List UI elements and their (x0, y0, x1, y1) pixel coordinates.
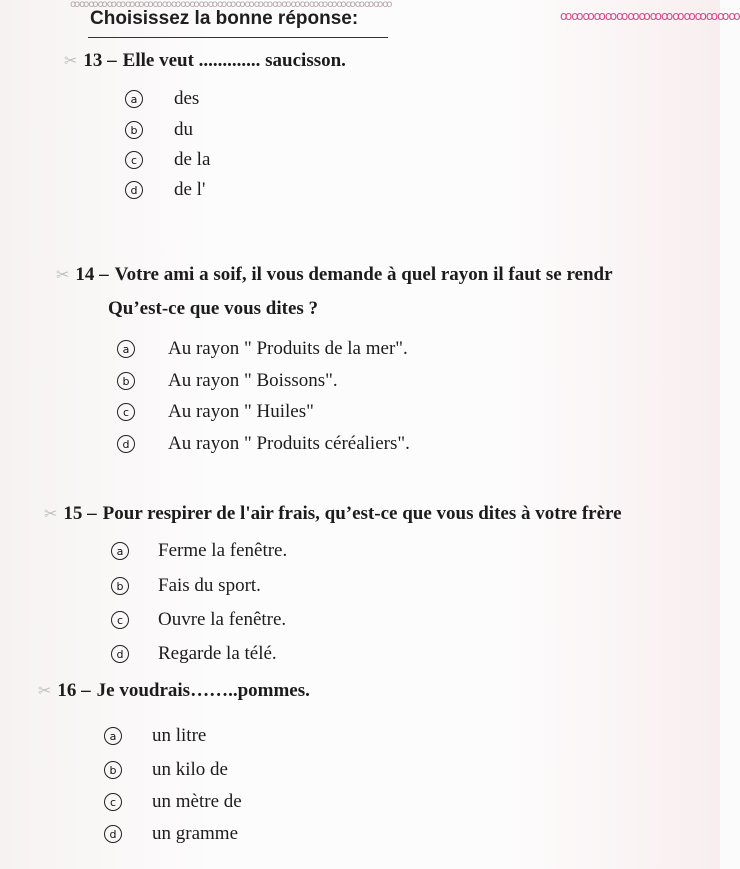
question-text: Elle veut ............. saucisson. (122, 50, 346, 71)
option-letter-badge: d (125, 181, 143, 199)
option-14-b[interactable] (117, 370, 338, 392)
option-letter-badge: a (125, 90, 143, 108)
question-text: Je voudrais……..pommes. (96, 680, 310, 701)
option-text: Au rayon " Huiles" (168, 401, 314, 422)
option-16-b[interactable] (104, 759, 228, 781)
question-text: Votre ami a soif, il vous demande à quel rayon il faut se rendr (114, 264, 613, 285)
question-15 (44, 503, 622, 525)
option-text: de la (174, 149, 211, 170)
question-text: Pour respirer de l'air frais, qu’est-ce que vous dites à votre frère (102, 503, 622, 524)
question-number: 16 – (57, 680, 91, 701)
question-14-line-2: Qu’est-ce que vous dites ? (108, 298, 319, 319)
option-letter-badge: c (104, 793, 122, 811)
option-text: Au rayon " Produits céréaliers". (168, 433, 410, 454)
option-16-a[interactable] (104, 725, 206, 747)
option-letter-badge: b (117, 372, 135, 390)
question-number: 13 – (83, 50, 117, 71)
option-letter-badge: b (125, 121, 143, 139)
option-text: Au rayon " Produits de la mer". (168, 338, 408, 359)
option-letter-badge: c (111, 611, 129, 629)
option-text: Regarde la télé. (158, 643, 277, 664)
option-text: des (174, 88, 200, 109)
option-text: un mètre de (152, 791, 242, 812)
question-number: 14 – (75, 264, 109, 285)
option-text: un gramme (152, 823, 239, 844)
option-13-a[interactable] (125, 88, 199, 110)
decorative-border-left: ꝏꝏꝏꝏꝏꝏꝏꝏꝏꝏꝏꝏꝏꝏꝏꝏꝏꝏꝏꝏꝏꝏꝏꝏꝏꝏꝏꝏꝏꝏꝏꝏꝏꝏꝏ (70, 0, 392, 10)
option-letter-badge: b (111, 577, 129, 595)
option-letter-badge: c (117, 403, 135, 421)
option-text: un litre (152, 725, 207, 746)
option-13-c[interactable] (125, 149, 210, 171)
option-15-d[interactable] (111, 643, 277, 665)
option-15-c[interactable] (111, 609, 286, 631)
option-letter-badge: a (117, 340, 135, 358)
option-16-d[interactable] (104, 823, 238, 845)
option-text: Ouvre la fenêtre. (158, 609, 287, 630)
option-letter-badge: b (104, 761, 122, 779)
question-14 (56, 264, 613, 286)
option-text: du (174, 119, 193, 140)
option-letter-badge: d (117, 435, 135, 453)
option-text: Fais du sport. (158, 575, 261, 596)
option-14-c[interactable] (117, 401, 314, 423)
decorative-border-right: ꝏꝏꝏꝏꝏꝏꝏꝏꝏꝏꝏꝏꝏꝏꝏꝏ (560, 9, 740, 23)
option-letter-badge: a (111, 542, 129, 560)
option-letter-badge: d (111, 645, 129, 663)
scissors-icon: ✂ (64, 51, 78, 70)
option-text: de l' (174, 179, 206, 200)
heading-underline (88, 37, 388, 38)
scissors-icon: ✂ (38, 681, 52, 700)
scissors-icon: ✂ (56, 265, 70, 284)
option-text: Ferme la fenêtre. (158, 540, 288, 561)
option-text: un kilo de (152, 759, 228, 780)
option-14-a[interactable] (117, 338, 408, 360)
option-14-d[interactable] (117, 433, 410, 455)
instruction-heading: Choisissez la bonne réponse: (90, 8, 359, 29)
scissors-icon: ✂ (44, 504, 58, 523)
question-13 (64, 50, 346, 72)
option-15-a[interactable] (111, 540, 287, 562)
option-letter-badge: d (104, 825, 122, 843)
option-16-c[interactable] (104, 791, 242, 813)
question-16 (38, 680, 310, 702)
option-13-d[interactable] (125, 179, 205, 201)
option-text: Au rayon " Boissons". (168, 370, 338, 391)
option-letter-badge: c (125, 151, 143, 169)
option-15-b[interactable] (111, 575, 261, 597)
option-letter-badge: a (104, 727, 122, 745)
option-13-b[interactable] (125, 119, 193, 141)
question-number: 15 – (63, 503, 97, 524)
